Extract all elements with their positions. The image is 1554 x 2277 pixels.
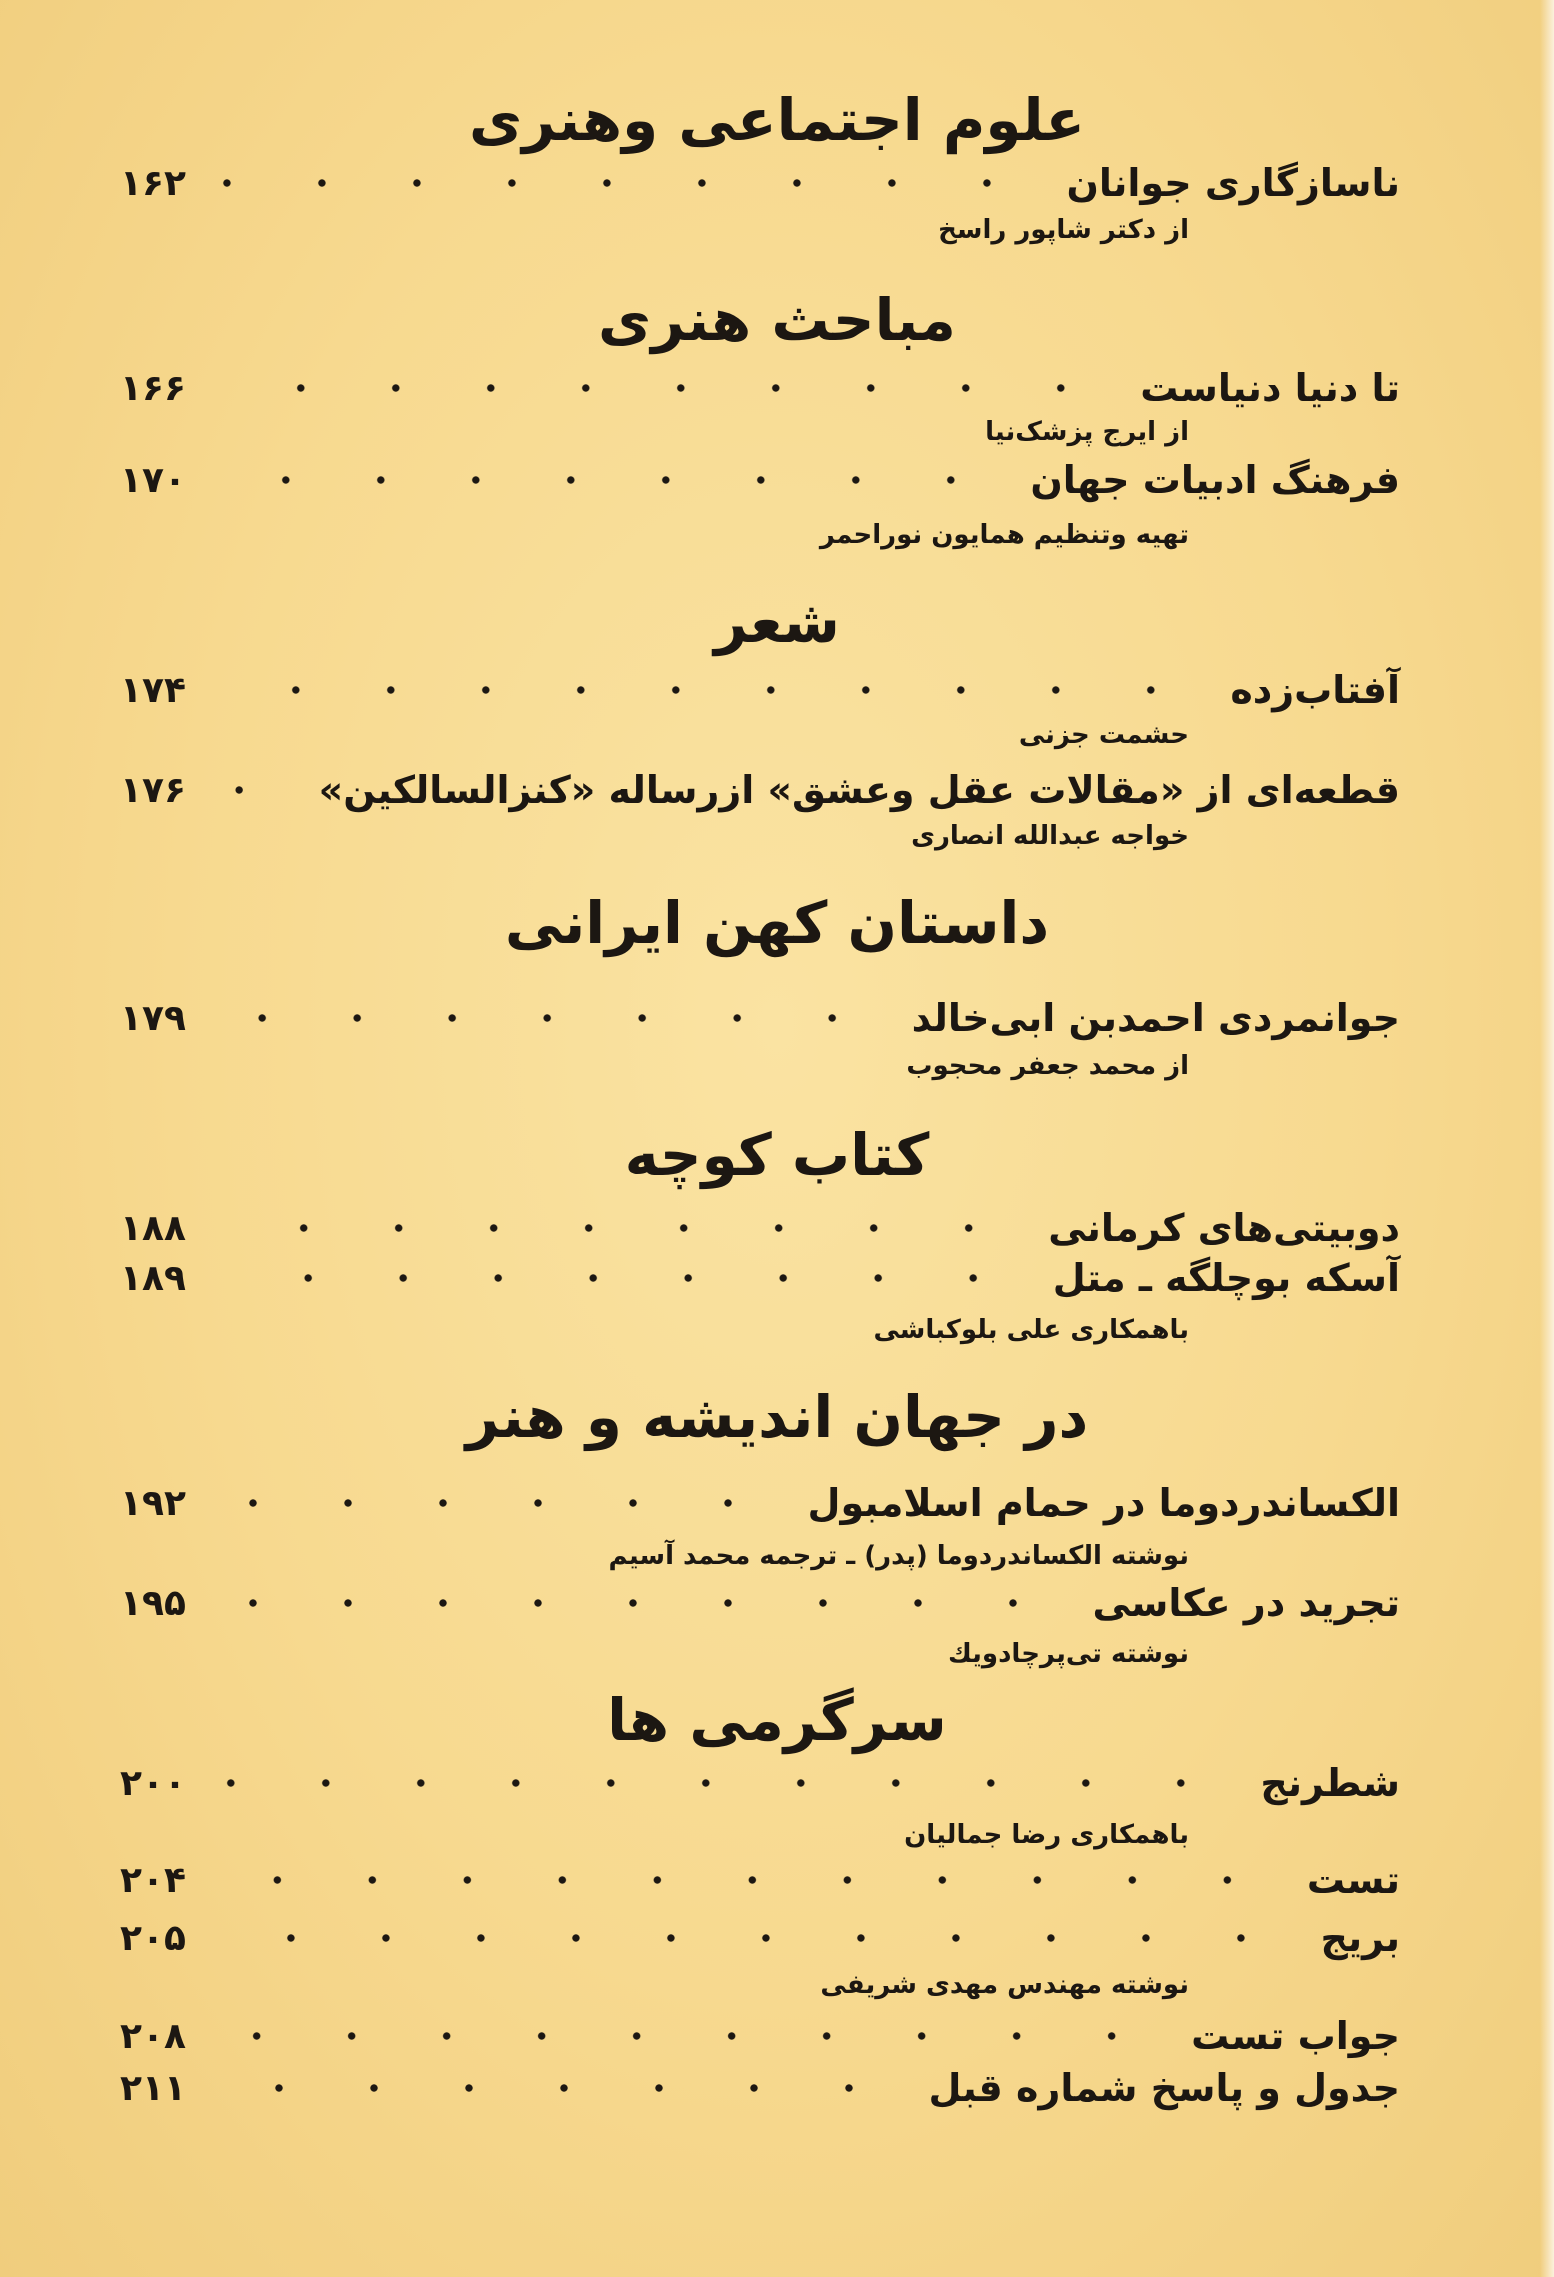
section-heading: در جهان اندیشه و هنر: [465, 1383, 1089, 1451]
toc-entry[interactable]: [120, 762, 1400, 818]
dot-leader: [222, 475, 998, 485]
entry-title: دوبیتی‌های کرمانی: [1048, 1206, 1400, 1250]
dot-leader: [222, 1013, 880, 1023]
entry-author: تهیه وتنظیم همایون نوراحمر: [819, 520, 1189, 550]
entry-author: نوشته تی‌پرچادویك: [947, 1639, 1189, 1669]
section-heading: داستان کهن ایرانی: [504, 889, 1050, 957]
page-number: ۱۷۴: [120, 669, 186, 711]
page-number: ۱۷۹: [120, 997, 186, 1039]
dot-leader: [222, 383, 1108, 393]
toc-entry[interactable]: [120, 1200, 1400, 1256]
toc-entry[interactable]: [120, 2060, 1400, 2116]
page-number: ۲۰۵: [120, 1917, 186, 1959]
toc-entry[interactable]: [120, 452, 1400, 508]
entry-title: فرهنگ ادبیات جهان: [1030, 458, 1400, 502]
toc-entry[interactable]: [120, 1755, 1400, 1811]
dot-leader: [222, 2083, 897, 2093]
toc-entry[interactable]: [120, 662, 1400, 718]
page-number: ۱۹۲: [120, 1482, 186, 1524]
page-number: ۲۰۴: [120, 1859, 186, 1901]
section-heading: کتاب کوچه: [624, 1121, 930, 1189]
toc-entry[interactable]: [120, 1910, 1400, 1966]
entry-title: ناسازگاری جوانان: [1066, 161, 1400, 205]
entry-title: بریج: [1320, 1916, 1400, 1960]
dot-leader: [222, 2031, 1159, 2041]
toc-entry[interactable]: [120, 360, 1400, 416]
entry-title: قطعه‌ای از «مقالات عقل وعشق» ازرساله «کنزالسالکین»: [318, 768, 1400, 812]
toc-entry[interactable]: [120, 1475, 1400, 1531]
section-heading: علوم اجتماعی وهنری: [468, 86, 1086, 154]
dot-leader: [222, 1875, 1275, 1885]
page-number: ۱۶۶: [120, 367, 186, 409]
page-number: ۱۸۸: [120, 1207, 186, 1249]
toc-entry[interactable]: [120, 2008, 1400, 2064]
entry-author: از دکتر شاپور راسخ: [938, 215, 1189, 245]
toc-entry[interactable]: [120, 1250, 1400, 1306]
page-number: ۱۷۰: [120, 459, 186, 501]
entry-author: نوشته مهندس مهدی شریفی: [820, 1970, 1189, 2000]
page-number: ۱۹۵: [120, 1582, 186, 1624]
toc-entry[interactable]: [120, 1852, 1400, 1908]
entry-author: حشمت جزنی: [1018, 720, 1189, 750]
entry-author: باهمکاری علی بلوکباشی: [873, 1315, 1189, 1345]
entry-title: تست: [1306, 1858, 1400, 1902]
entry-title: تا دنیا دنیاست: [1140, 366, 1400, 410]
dot-leader: [222, 1778, 1228, 1788]
dot-leader: [222, 1933, 1288, 1943]
page-number: ۱۶۲: [120, 162, 186, 204]
dot-leader: [222, 785, 287, 795]
entry-title: جدول و پاسخ شماره قبل: [928, 2066, 1400, 2110]
section-heading: شعر: [714, 588, 840, 656]
page-number: ۱۸۹: [120, 1257, 186, 1299]
entry-title: تجرید در عکاسی: [1092, 1581, 1400, 1625]
entry-author: نوشته الکساندردوما (پدر) ـ ترجمه محمد آسیم: [608, 1541, 1189, 1571]
entry-author: باهمکاری رضا جمالیان: [904, 1820, 1189, 1850]
entry-author: از محمد جعفر محجوب: [906, 1051, 1189, 1081]
dot-leader: [222, 1498, 776, 1508]
dot-leader: [222, 1223, 1016, 1233]
entry-title: آفتاب‌زده: [1230, 668, 1400, 712]
dot-leader: [222, 685, 1198, 695]
page-number: ۲۰۸: [120, 2015, 186, 2057]
entry-author: از ایرج پزشک‌نیا: [985, 417, 1189, 447]
entry-title: آسکه بوچلگه ـ متل: [1052, 1256, 1400, 1300]
page-number: ۲۰۰: [120, 1762, 186, 1804]
entry-author: خواجه عبدالله انصاری: [911, 821, 1189, 851]
entry-title: جوانمردی احمدبن ابی‌خالد: [911, 996, 1400, 1040]
toc-entry[interactable]: [120, 155, 1400, 211]
toc-entry[interactable]: [120, 1575, 1400, 1631]
section-heading: مباحث هنری: [598, 286, 956, 354]
page-number: ۲۱۱: [120, 2067, 186, 2109]
entry-title: الکساندردوما در حمام اسلامبول: [807, 1481, 1400, 1525]
section-heading: سرگرمی ها: [607, 1686, 947, 1754]
dot-leader: [222, 178, 1034, 188]
page-number: ۱۷۶: [120, 769, 186, 811]
entry-title: شطرنج: [1260, 1761, 1400, 1805]
entry-title: جواب تست: [1191, 2014, 1400, 2058]
toc-entry[interactable]: [120, 990, 1400, 1046]
dot-leader: [222, 1273, 1021, 1283]
dot-leader: [222, 1598, 1061, 1608]
